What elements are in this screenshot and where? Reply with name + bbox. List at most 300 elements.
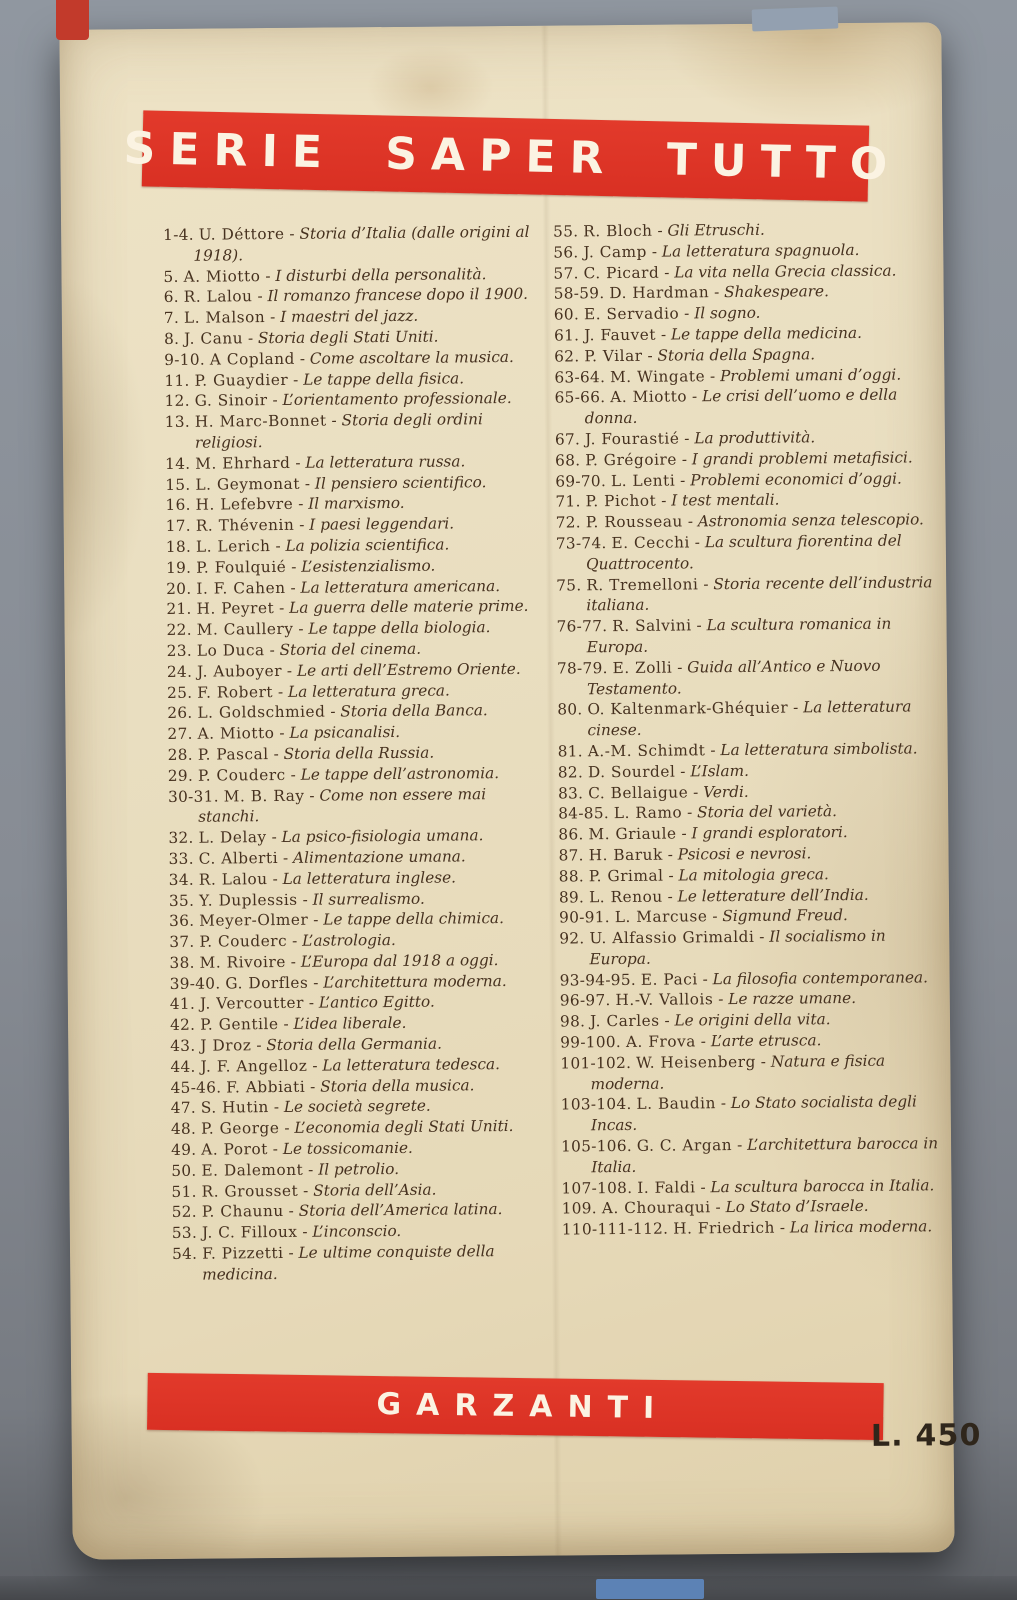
book-author: A. Porot bbox=[201, 1140, 268, 1159]
book-author: A Copland bbox=[209, 349, 296, 369]
author-title-separator: - bbox=[308, 994, 315, 1013]
book-number: 5. bbox=[163, 267, 179, 286]
book-title: Storia della Banca. bbox=[340, 701, 488, 721]
book-number: 42. bbox=[169, 1016, 196, 1035]
book-number: 53. bbox=[171, 1223, 198, 1243]
book-number: 33. bbox=[168, 849, 194, 868]
book-title: Gli Etruschi. bbox=[667, 220, 765, 240]
book-title: Storia del varietà. bbox=[697, 802, 837, 822]
book-number: 84-85. bbox=[558, 804, 610, 823]
book-author: P. Pichot bbox=[585, 492, 657, 511]
book-title: Storia dell’Asia. bbox=[313, 1180, 437, 1200]
book-author: R. Tremelloni bbox=[586, 574, 699, 594]
book-author: R. Lalou bbox=[198, 869, 268, 889]
book-number: 60. bbox=[553, 305, 580, 324]
book-title: Astronomia senza telescopio. bbox=[697, 510, 924, 531]
author-title-separator: - bbox=[309, 786, 315, 805]
author-title-separator: - bbox=[283, 1015, 289, 1034]
book-author: E. Zolli bbox=[612, 658, 673, 677]
book-author: S. Hutin bbox=[200, 1098, 269, 1118]
book-title: Storia del cinema. bbox=[279, 639, 422, 659]
book-number: 62. bbox=[554, 347, 580, 366]
book-entry bbox=[164, 284, 544, 308]
book-title: Storia della musica. bbox=[320, 1075, 475, 1096]
book-title: Shakespeare. bbox=[724, 282, 829, 302]
author-title-separator: - bbox=[681, 450, 688, 469]
author-title-separator: - bbox=[279, 599, 285, 618]
book-number: 26. bbox=[167, 704, 193, 723]
book-entry bbox=[562, 1216, 950, 1240]
book-title: L’Europa dal 1918 a oggi. bbox=[300, 950, 499, 971]
book-number: 1-4. bbox=[163, 225, 194, 244]
book-author: I. Faldi bbox=[637, 1178, 696, 1197]
book-number: 93-94-95. bbox=[559, 970, 637, 990]
book-title: La vita nella Grecia classica. bbox=[674, 261, 897, 282]
series-title: SERIE SAPER TUTTO bbox=[123, 122, 902, 190]
author-title-separator: - bbox=[302, 1223, 308, 1242]
book-title: L’architettura barocca in Italia. bbox=[591, 1134, 939, 1177]
book-title: La mitologia greca. bbox=[678, 864, 829, 885]
book-number: 63-64. bbox=[554, 367, 606, 387]
author-title-separator: - bbox=[298, 619, 304, 638]
book-number: 30-31. bbox=[167, 787, 219, 806]
book-number: 18. bbox=[165, 537, 192, 556]
book-author: J. Auboyer bbox=[196, 661, 283, 681]
book-author: P. Vilar bbox=[584, 346, 643, 366]
book-number: 34. bbox=[168, 870, 195, 889]
book-title: La letteratura greca. bbox=[287, 681, 450, 701]
author-title-separator: - bbox=[668, 866, 674, 885]
book-entry bbox=[558, 738, 946, 762]
book-author: C. Alberti bbox=[198, 848, 279, 868]
book-author: L. Geymonat bbox=[195, 474, 301, 494]
author-title-separator: - bbox=[295, 453, 301, 472]
book-author: C. Bellaigue bbox=[588, 782, 689, 802]
book-title: Lo Stato d’Israele. bbox=[725, 1197, 869, 1217]
book-number: 58-59. bbox=[553, 284, 605, 303]
book-title: La letteratura tedesca. bbox=[322, 1054, 501, 1075]
author-title-separator: - bbox=[647, 346, 653, 365]
book-title: I grandi esploratori. bbox=[691, 823, 848, 843]
book-author: R. Grousset bbox=[201, 1181, 299, 1201]
book-author: J. Fourastié bbox=[584, 429, 680, 449]
author-title-separator: - bbox=[286, 661, 293, 680]
book-number: 80. bbox=[557, 700, 583, 719]
book-number: 44. bbox=[170, 1057, 196, 1076]
book-number: 55. bbox=[553, 222, 579, 241]
book-number: 110-111-112. bbox=[561, 1219, 669, 1239]
book-author: P. Guaydier bbox=[194, 370, 289, 390]
book-author: M. Rivoire bbox=[199, 952, 286, 972]
book-title: Le arti dell’Estremo Oriente. bbox=[296, 659, 521, 680]
author-title-separator: - bbox=[277, 682, 284, 701]
book-entry bbox=[169, 908, 549, 932]
book-title: La filosofia contemporanea. bbox=[712, 968, 929, 988]
book-number: 45-46. bbox=[170, 1078, 222, 1097]
author-title-separator: - bbox=[684, 304, 690, 323]
book-author: P. George bbox=[200, 1119, 280, 1138]
book-author: E. Servadio bbox=[583, 304, 680, 324]
author-title-separator: - bbox=[284, 1119, 290, 1138]
book-author: L. Lenti bbox=[610, 471, 676, 490]
book-number: 86. bbox=[558, 825, 584, 844]
author-title-separator: - bbox=[680, 762, 686, 781]
book-title: Le tappe dell’astronomia. bbox=[300, 763, 500, 784]
author-title-separator: - bbox=[687, 803, 693, 822]
book-author: J. Fauvet bbox=[584, 325, 657, 345]
book-number: 87. bbox=[558, 846, 584, 865]
book-author: P. Chaunu bbox=[201, 1202, 284, 1222]
author-title-separator: - bbox=[715, 1198, 721, 1217]
book-author: M. Wingate bbox=[609, 366, 706, 386]
book-title: La letteratura cinese. bbox=[587, 697, 912, 740]
book-title: Natura e fisica moderna. bbox=[590, 1051, 886, 1093]
book-number: 48. bbox=[170, 1119, 197, 1139]
book-entry bbox=[553, 260, 941, 284]
book-title: Il socialismo in Europa. bbox=[589, 926, 886, 969]
book-number: 6. bbox=[163, 288, 179, 307]
book-number: 68. bbox=[555, 451, 581, 470]
book-title: I disturbi della personalità. bbox=[275, 264, 487, 285]
book-entry bbox=[169, 950, 549, 974]
book-author: A. Chouraqui bbox=[601, 1198, 711, 1218]
book-author: A. Miotto bbox=[183, 266, 261, 286]
author-title-separator: - bbox=[680, 470, 686, 490]
book-author: J. C. Filloux bbox=[201, 1223, 298, 1242]
author-title-separator: - bbox=[710, 741, 716, 760]
book-author: I. F. Cahen bbox=[196, 578, 286, 598]
author-title-separator: - bbox=[257, 287, 263, 306]
series-title-band bbox=[123, 110, 902, 201]
book-author: H. Friedrich bbox=[673, 1218, 776, 1238]
book-author: G. Dorfles bbox=[225, 973, 309, 993]
book-title: Lo Stato socialista degli Incas. bbox=[590, 1092, 917, 1135]
book-title: I paesi leggendari. bbox=[309, 514, 455, 534]
author-title-separator: - bbox=[247, 329, 254, 348]
book-number: 81. bbox=[557, 742, 583, 761]
book-number: 8. bbox=[163, 329, 180, 348]
book-number: 54. bbox=[171, 1244, 198, 1263]
scan-artifact-blue-bar-bottom bbox=[596, 1579, 704, 1599]
book-number: 38. bbox=[169, 953, 195, 972]
book-author: R. Lalou bbox=[183, 287, 253, 307]
book-author: H. Marc-Bonnet bbox=[194, 411, 327, 431]
author-title-separator: - bbox=[720, 1094, 727, 1113]
author-title-separator: - bbox=[289, 224, 295, 243]
book-title: Storia d’Italia (dalle origini al 1918). bbox=[193, 222, 530, 265]
book-number: 83. bbox=[557, 783, 584, 803]
book-title: Storia della Russia. bbox=[283, 743, 435, 763]
book-author: J. Camp bbox=[583, 242, 648, 262]
book-title: Come ascoltare la musica. bbox=[309, 347, 514, 368]
author-title-separator: - bbox=[718, 990, 724, 1009]
book-number: 96-97. bbox=[559, 991, 611, 1011]
book-number: 35. bbox=[168, 891, 195, 910]
book-title: La letteratura americana. bbox=[300, 576, 501, 597]
author-title-separator: - bbox=[299, 349, 306, 368]
book-title: Storia degli Stati Uniti. bbox=[257, 327, 439, 348]
book-author: F. Pizzetti bbox=[202, 1244, 284, 1263]
book-number: 76-77. bbox=[556, 617, 608, 636]
author-title-separator: - bbox=[792, 698, 799, 717]
book-number: 99-100. bbox=[560, 1033, 622, 1052]
book-author: P. Couderc bbox=[199, 932, 288, 951]
catalog-column-right bbox=[553, 218, 950, 1282]
book-number: 90-91. bbox=[559, 908, 610, 927]
author-title-separator: - bbox=[290, 765, 296, 784]
book-author: H.-V. Vallois bbox=[615, 990, 714, 1010]
book-title: L’Islam. bbox=[690, 761, 749, 781]
book-number: 71. bbox=[555, 492, 581, 511]
book-entry bbox=[561, 1175, 949, 1199]
author-title-separator: - bbox=[288, 1202, 294, 1221]
author-title-separator: - bbox=[760, 1052, 766, 1071]
book-author: W. Heisenberg bbox=[636, 1052, 756, 1072]
author-title-separator: - bbox=[703, 574, 709, 593]
book-number: 9-10. bbox=[164, 350, 206, 369]
book-title: Le società segrete. bbox=[283, 1097, 431, 1117]
book-author: E. Paci bbox=[640, 970, 698, 989]
book-author: M. Caullery bbox=[196, 619, 294, 639]
book-entry bbox=[172, 1241, 552, 1286]
book-title: L’arte etrusca. bbox=[710, 1031, 822, 1051]
book-author: J. Vercoutter bbox=[199, 994, 304, 1014]
book-number: 56. bbox=[553, 243, 579, 262]
book-title: Le ultime conquiste della medicina. bbox=[202, 1242, 495, 1284]
book-author: R. Salvini bbox=[612, 616, 692, 636]
author-title-separator: - bbox=[304, 474, 311, 493]
book-number: 103-104. bbox=[560, 1095, 632, 1115]
author-title-separator: - bbox=[310, 1077, 316, 1096]
book-back-cover bbox=[59, 22, 982, 1560]
book-number: 82. bbox=[557, 763, 584, 782]
author-title-separator: - bbox=[687, 512, 694, 531]
book-author: L. Ramo bbox=[613, 803, 683, 823]
author-title-separator: - bbox=[265, 266, 271, 285]
author-title-separator: - bbox=[272, 1140, 278, 1159]
author-title-separator: - bbox=[308, 1160, 314, 1179]
book-title: I grandi problemi metafisici. bbox=[691, 448, 913, 469]
book-author: P. Grégoire bbox=[585, 450, 677, 470]
book-author: J. F. Angelloz bbox=[200, 1056, 308, 1076]
book-title: Storia dell’America latina. bbox=[298, 1200, 503, 1221]
book-number: 7. bbox=[163, 309, 180, 328]
book-author: P. Pascal bbox=[197, 745, 269, 764]
book-author: E. Dalemont bbox=[201, 1160, 304, 1180]
author-title-separator: - bbox=[313, 973, 319, 992]
author-title-separator: - bbox=[273, 744, 279, 763]
book-number: 19. bbox=[165, 558, 192, 577]
book-number: 20. bbox=[166, 579, 192, 598]
author-title-separator: - bbox=[677, 658, 683, 677]
author-title-separator: - bbox=[282, 848, 289, 867]
book-entry bbox=[556, 613, 944, 658]
book-entry bbox=[167, 658, 547, 682]
book-entry bbox=[166, 617, 546, 641]
author-title-separator: - bbox=[713, 283, 720, 302]
book-author: G. Sinoir bbox=[194, 391, 268, 411]
author-title-separator: - bbox=[290, 952, 296, 971]
book-title: L’esistenzialismo. bbox=[301, 556, 436, 576]
book-entry bbox=[554, 385, 942, 430]
book-number: 89. bbox=[558, 887, 585, 907]
author-title-separator: - bbox=[709, 366, 716, 385]
author-title-separator: - bbox=[681, 824, 687, 843]
book-number: 12. bbox=[164, 392, 190, 411]
book-title: La letteratura spagnuola. bbox=[661, 240, 860, 261]
book-number: 88. bbox=[558, 867, 585, 886]
book-title: Le tappe della chimica. bbox=[323, 909, 505, 929]
book-author: H. Peyret bbox=[196, 599, 275, 619]
book-number: 27. bbox=[167, 724, 193, 744]
book-number: 28. bbox=[167, 745, 193, 764]
book-author: R. Thévenin bbox=[195, 516, 295, 535]
book-entry bbox=[172, 1199, 552, 1223]
book-author: H. Lefebvre bbox=[195, 495, 294, 515]
book-entry bbox=[560, 967, 948, 991]
book-number: 73-74. bbox=[555, 534, 607, 553]
book-title: Storia degli ordini religiosi. bbox=[194, 410, 483, 452]
book-author: A.-M. Schimdt bbox=[587, 741, 706, 761]
book-title: Le razze umane. bbox=[728, 989, 857, 1009]
author-title-separator: - bbox=[661, 491, 667, 511]
book-title: Il romanzo francese dopo il 1900. bbox=[267, 285, 529, 306]
author-title-separator: - bbox=[279, 724, 285, 743]
book-title: Le tossicomanie. bbox=[282, 1138, 413, 1159]
scan-artifact-bottom-strip bbox=[0, 1576, 1017, 1600]
book-number: 75. bbox=[556, 575, 582, 595]
book-number: 101-102. bbox=[560, 1053, 632, 1073]
book-author: G. C. Argan bbox=[636, 1136, 733, 1155]
book-title: Storia recente dell’industria italiana. bbox=[586, 572, 933, 615]
author-title-separator: - bbox=[696, 616, 702, 635]
author-title-separator: - bbox=[313, 910, 319, 929]
author-title-separator: - bbox=[700, 1032, 706, 1051]
book-title: L’architettura moderna. bbox=[323, 971, 507, 992]
book-number: 67. bbox=[554, 430, 581, 449]
book-number: 65-66. bbox=[554, 388, 606, 407]
author-title-separator: - bbox=[693, 782, 699, 801]
author-title-separator: - bbox=[272, 869, 278, 888]
book-author: C. Picard bbox=[583, 263, 660, 282]
book-title: Le tappe della biologia. bbox=[308, 618, 491, 638]
author-title-separator: - bbox=[299, 515, 305, 534]
book-title: Il surrealismo. bbox=[312, 889, 425, 909]
author-title-separator: - bbox=[270, 308, 276, 327]
book-title: L’orientamento professionale. bbox=[282, 389, 512, 410]
book-author: L. Marcuse bbox=[614, 907, 708, 927]
book-number: 57. bbox=[553, 263, 579, 283]
scan-artifact-blue-bar-top bbox=[752, 7, 839, 32]
book-number: 24. bbox=[166, 662, 193, 681]
book-number: 109. bbox=[561, 1199, 598, 1218]
author-title-separator: - bbox=[702, 969, 708, 988]
author-title-separator: - bbox=[288, 1243, 294, 1262]
author-title-separator: - bbox=[291, 931, 298, 950]
book-entry bbox=[556, 530, 944, 575]
book-title: Guida all’Antico e Nuovo Testamento. bbox=[587, 656, 881, 698]
book-author: A. Miotto bbox=[610, 387, 688, 407]
book-author: L. Renou bbox=[588, 887, 663, 906]
author-title-separator: - bbox=[303, 1181, 309, 1200]
book-number: 92. bbox=[559, 929, 585, 948]
book-title: Verdi. bbox=[703, 782, 749, 801]
book-number: 37. bbox=[169, 932, 195, 952]
book-title: L’astrologia. bbox=[302, 931, 396, 950]
author-title-separator: - bbox=[664, 1011, 670, 1030]
book-number: 22. bbox=[166, 620, 192, 640]
author-title-separator: - bbox=[712, 907, 718, 926]
book-title: La psico-fisiologia umana. bbox=[281, 826, 484, 847]
book-number: 23. bbox=[166, 641, 193, 660]
book-title: Il sogno. bbox=[694, 303, 761, 323]
book-title: Le tappe della fisica. bbox=[303, 368, 465, 389]
author-title-separator: - bbox=[779, 1218, 786, 1237]
book-entry bbox=[560, 1050, 948, 1095]
book-number: 47. bbox=[170, 1099, 197, 1118]
book-entry bbox=[556, 572, 944, 617]
catalog-column-left bbox=[163, 222, 552, 1286]
book-title: Le crisi dell’uomo e della donna. bbox=[584, 385, 898, 428]
book-title: Storia della Germania. bbox=[266, 1034, 442, 1055]
book-catalog bbox=[163, 218, 950, 1285]
book-title: L’idea liberale. bbox=[293, 1014, 407, 1034]
book-entry bbox=[170, 1054, 550, 1078]
book-title: Le origini della vita. bbox=[674, 1010, 831, 1030]
author-title-separator: - bbox=[298, 495, 304, 514]
book-author: U. Déttore bbox=[198, 224, 285, 244]
book-entry bbox=[164, 346, 544, 370]
book-entry bbox=[168, 762, 548, 786]
author-title-separator: - bbox=[694, 533, 700, 552]
book-title: I test mentali. bbox=[671, 490, 780, 510]
author-title-separator: - bbox=[667, 887, 673, 906]
book-entry bbox=[555, 468, 943, 492]
book-number: 41. bbox=[169, 995, 196, 1014]
book-number: 15. bbox=[165, 475, 191, 494]
book-number: 14. bbox=[165, 454, 191, 473]
author-title-separator: - bbox=[331, 411, 337, 430]
author-title-separator: - bbox=[256, 1036, 262, 1055]
book-number: 36. bbox=[169, 912, 195, 931]
book-number: 43. bbox=[170, 1036, 196, 1056]
book-author: M. Ehrhard bbox=[195, 453, 291, 473]
book-author: P. Gentile bbox=[200, 1015, 279, 1034]
book-title: Alimentazione umana. bbox=[292, 847, 466, 867]
book-number: 17. bbox=[165, 516, 192, 536]
book-author: U. Alfassio Grimaldi bbox=[589, 927, 755, 948]
book-author: P. Grimal bbox=[588, 866, 664, 885]
book-entry bbox=[559, 925, 947, 970]
author-title-separator: - bbox=[273, 1098, 280, 1117]
book-entry bbox=[561, 1092, 949, 1137]
author-title-separator: - bbox=[736, 1136, 743, 1155]
price-label: L. 450 bbox=[870, 1417, 982, 1454]
book-number: 52. bbox=[171, 1203, 197, 1222]
book-title: La scultura romanica in Europa. bbox=[586, 614, 892, 657]
book-number: 21. bbox=[166, 600, 192, 619]
book-title: Storia della Spagna. bbox=[657, 345, 816, 365]
book-entry bbox=[557, 697, 945, 742]
author-title-separator: - bbox=[269, 640, 275, 660]
author-title-separator: - bbox=[275, 536, 281, 555]
author-title-separator: - bbox=[660, 325, 667, 344]
book-author: Meyer-Olmer bbox=[199, 911, 309, 930]
book-author: E. Cecchi bbox=[611, 533, 690, 553]
book-title: La letteratura russa. bbox=[305, 452, 466, 472]
book-title: La scultura fiorentina del Quattrocento. bbox=[585, 531, 902, 574]
book-title: Il petrolio. bbox=[318, 1159, 400, 1179]
